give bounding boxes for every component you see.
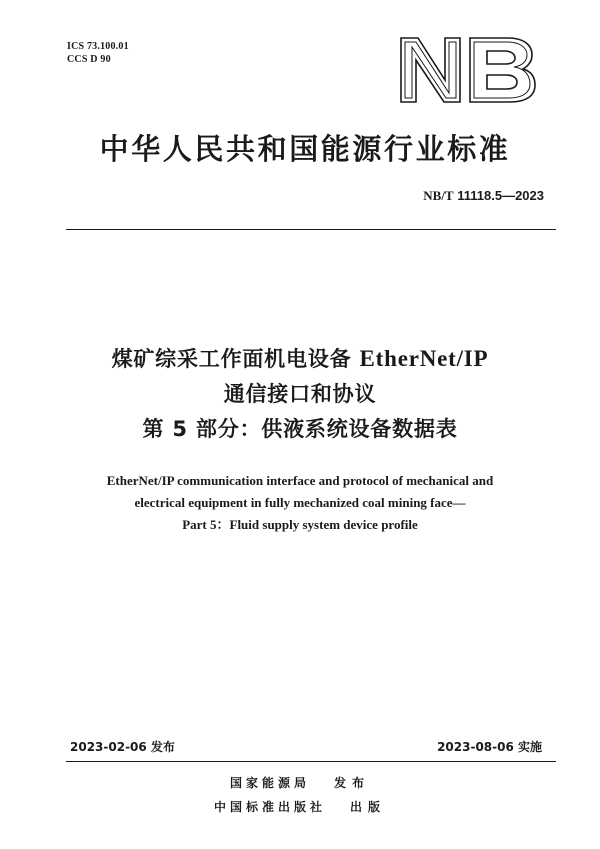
standard-prefix: NB/T	[423, 188, 454, 203]
standard-number	[423, 188, 544, 204]
english-title-line-2: electrical equipment in fully mechanized coal mining face—	[134, 495, 466, 510]
standard-code: 11118.5—2023	[457, 188, 544, 203]
issuer-name: 国家能源局	[229, 776, 310, 790]
ics-code: ICS 73.100.01	[67, 41, 129, 52]
publisher-block	[0, 771, 600, 819]
classification-codes	[67, 40, 129, 66]
chinese-title	[30, 341, 570, 447]
nb-logo	[398, 36, 538, 104]
ccs-code: CCS D 90	[67, 54, 111, 65]
implementation-date: 2023-08-06 实施	[437, 740, 542, 754]
press-row	[0, 795, 600, 819]
chinese-title-line-1	[30, 341, 570, 377]
chinese-title-line-2: 通信接口和协议	[223, 382, 377, 406]
press-action: 出版	[350, 800, 387, 814]
issuer-action: 发布	[334, 776, 371, 790]
footer-divider	[66, 761, 556, 762]
chinese-title-line-1-text: 煤矿综采工作面机电设备	[111, 347, 352, 371]
chinese-title-line-3: 第 5 部分：供液系统设备数据表	[142, 417, 458, 441]
issuer-row	[0, 771, 600, 795]
english-title	[40, 470, 560, 536]
chinese-title-line-1-protocol: EtherNet/IP	[359, 346, 489, 371]
standard-category-title: 中华人民共和国能源行业标准	[99, 132, 511, 166]
english-title-line-3: Part 5：Fluid supply system device profile	[182, 517, 418, 532]
header-divider	[66, 229, 556, 230]
english-title-line-1: EtherNet/IP communication interface and protocol of mechanical and	[106, 473, 494, 488]
issue-date: 2023-02-06 发布	[70, 740, 175, 754]
press-name: 中国标准出版社	[213, 800, 326, 814]
